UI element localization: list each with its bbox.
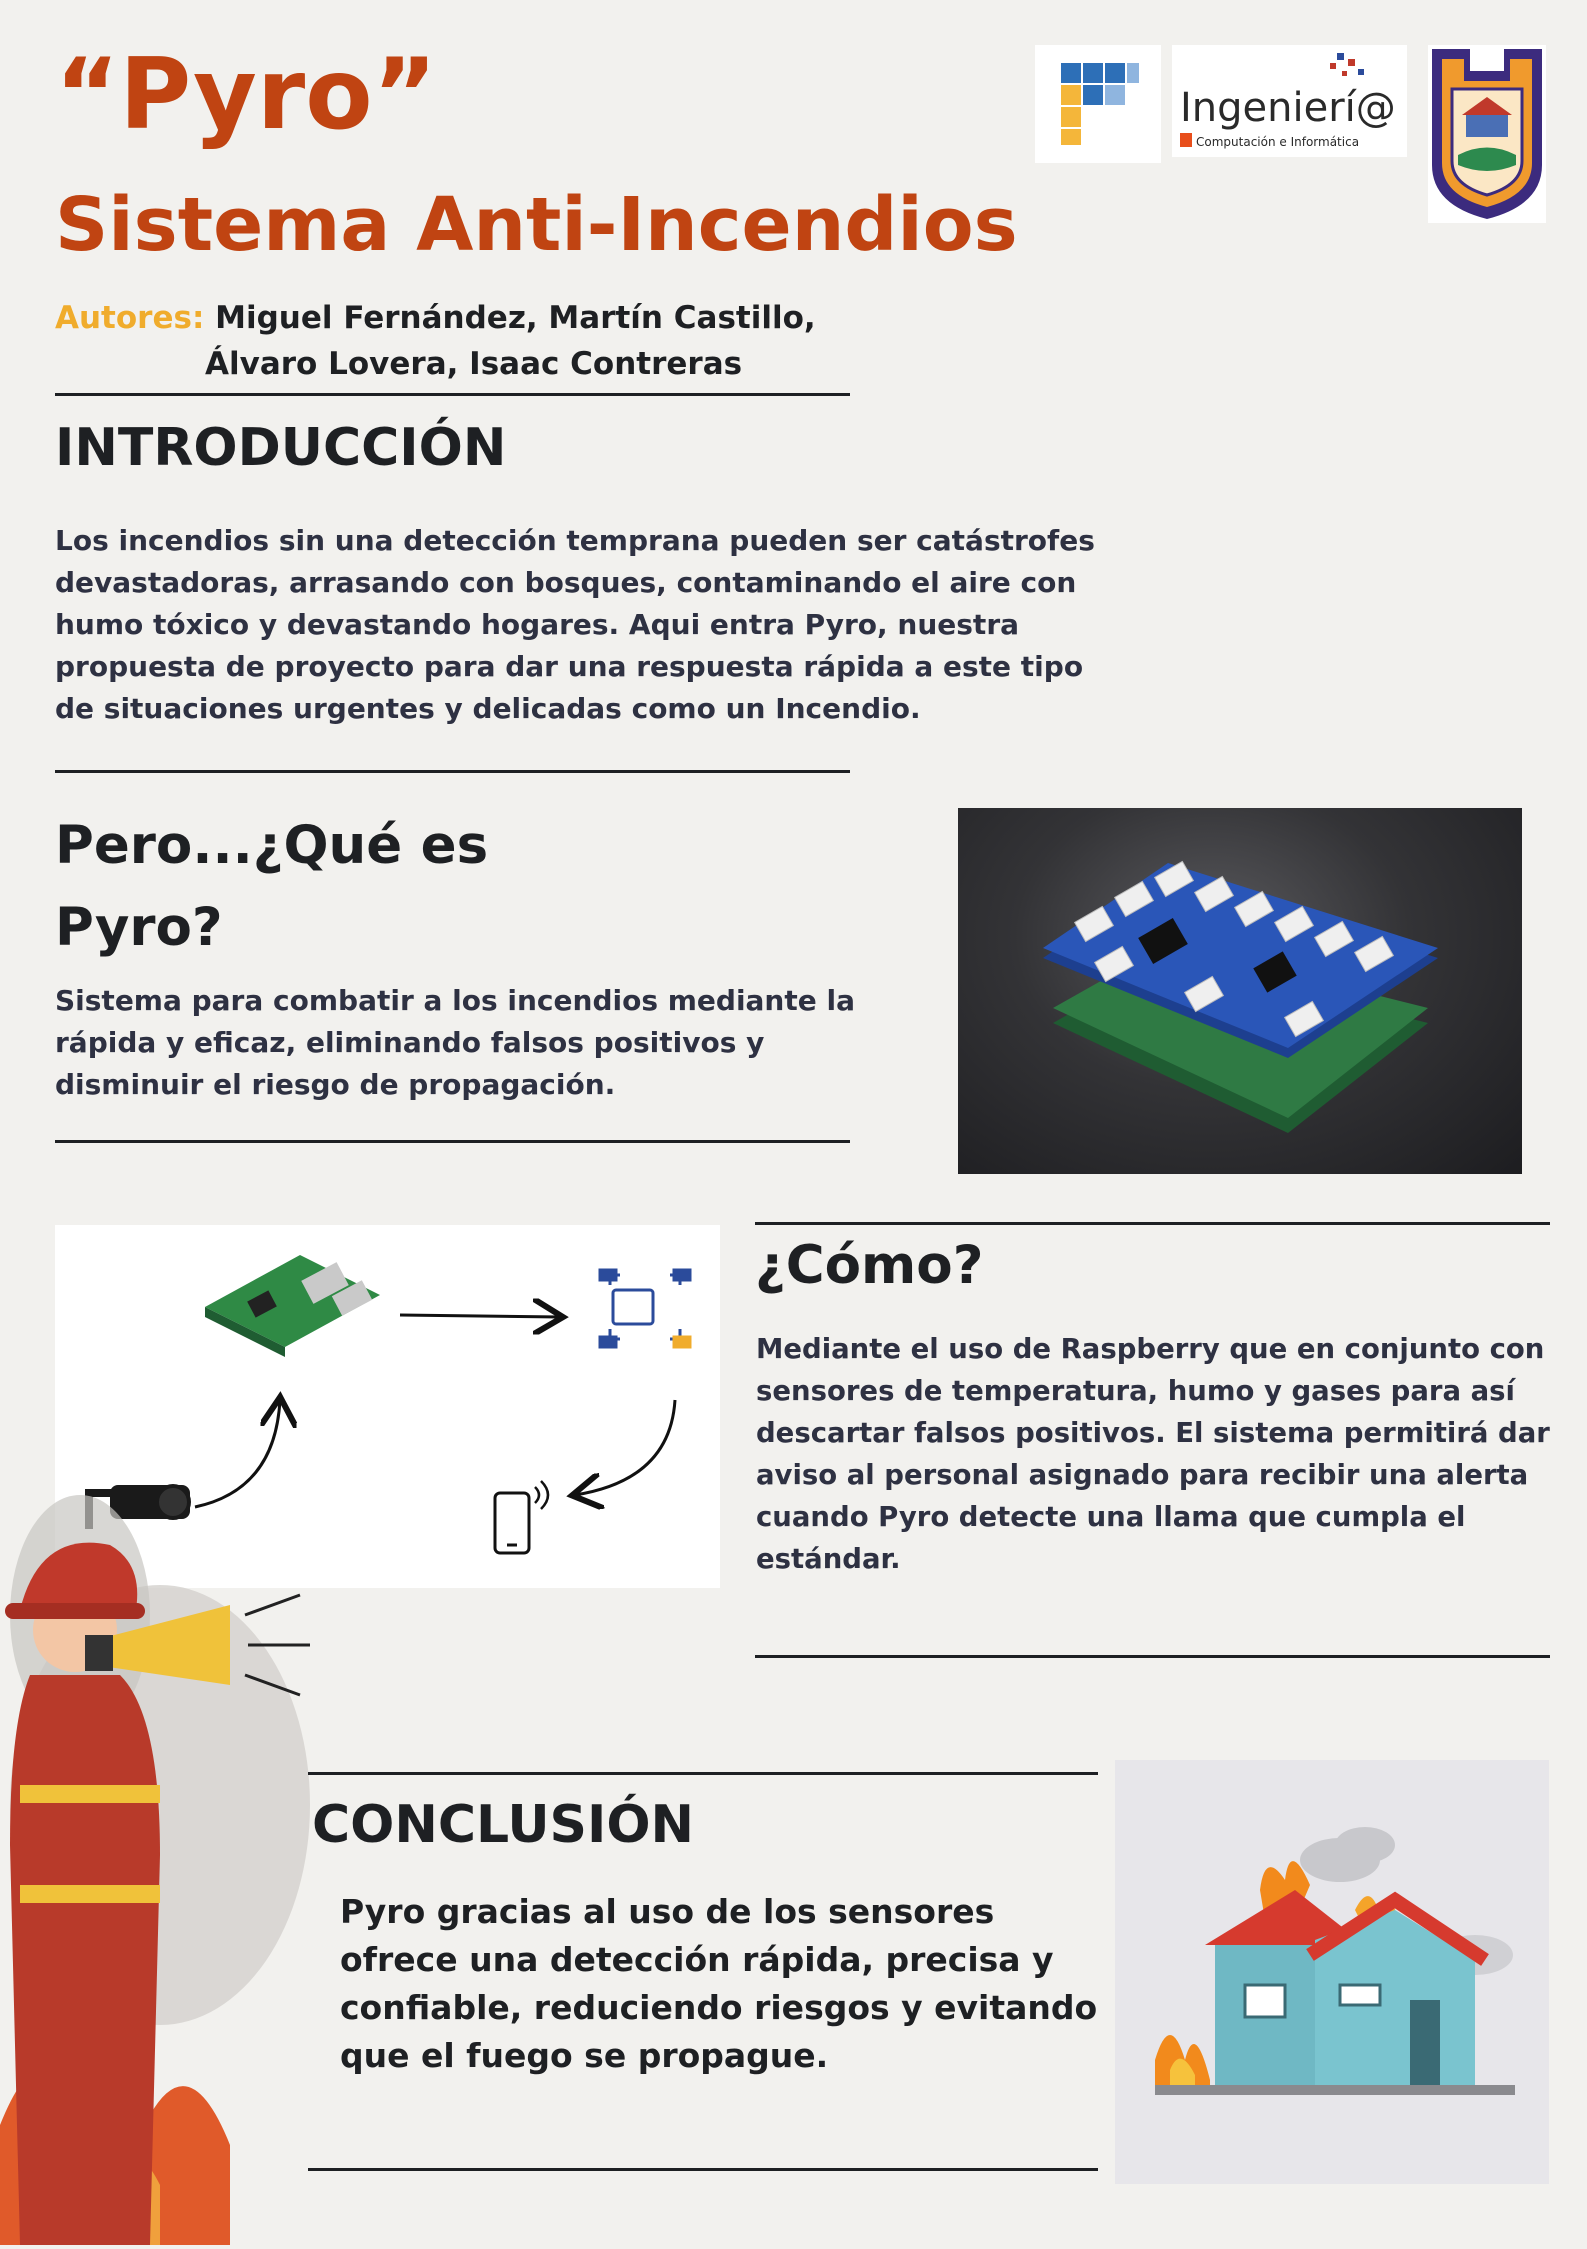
how-heading: ¿Cómo? (755, 1235, 984, 1296)
university-shield (1428, 45, 1546, 223)
authors-line-1 (55, 295, 855, 341)
divider-what (55, 1140, 850, 1143)
burning-house-image (1115, 1760, 1549, 2184)
blocks-logo-icon (1035, 45, 1161, 163)
raspberry-pi-icon (205, 1255, 380, 1357)
conclusion-heading: CONCLUSIÓN (312, 1795, 695, 1855)
network-diagram-icon (600, 1270, 690, 1347)
authors-block (55, 295, 855, 387)
smartphone-icon (495, 1481, 548, 1553)
divider-how-top (755, 1222, 1550, 1225)
intro-text: Los incendios sin una detección temprana pueden ser catástrofes devastadoras, arrasando con bosques, contaminando el aire con humo tóxico y devastando hogares. Aqui entra Pyro, nuestra propuesta de proyecto para dar una respuesta rápida a este tipo de situaciones urgentes y delicadas como un Incendio. (55, 524, 1095, 725)
how-text: Mediante el uso de Raspberry que en conjunto con sensores de temperatura, humo y gases para así descartar falsos positivos. El sistema permitirá dar aviso al personal asignado para recibir una alerta cuando Pyro detecte una llama que cumpla el estándar. (756, 1333, 1550, 1575)
poster-subtitle: Sistema Anti-Incendios (55, 182, 1018, 268)
authors-names-1: Miguel Fernández, Martín Castillo, (215, 300, 816, 336)
intro-heading: INTRODUCCIÓN (55, 418, 507, 478)
conclusion-text: Pyro gracias al uso de los sensores ofrece una detección rápida, precisa y confiable, reduciendo riesgos y evitando que el fuego se propague. (340, 1892, 1098, 2075)
divider-conclusion-top (308, 1772, 1098, 1775)
ingenieria-logo (1172, 45, 1407, 157)
burning-house-illustration (1115, 1760, 1549, 2184)
raspberry-pi-board-photo (958, 808, 1522, 1174)
firefighter-illustration (0, 1425, 320, 2245)
authors-label: Autores: (55, 300, 205, 336)
divider-intro (55, 770, 850, 773)
university-shield-icon (1428, 45, 1546, 223)
blocks-logo (1035, 45, 1161, 163)
divider-header (55, 393, 850, 396)
what-text: Sistema para combatir a los incendios mediante la rápida y eficaz, eliminando falsos positivos y disminuir el riesgo de propagación. (55, 984, 855, 1101)
authors-names-2: Álvaro Lovera, Isaac Contreras (205, 346, 743, 382)
divider-how-bottom (755, 1655, 1550, 1658)
raspberry-pi-board-icon (958, 808, 1522, 1174)
ingenieria-logo-subtext: Computación e Informática (1196, 135, 1360, 149)
divider-conclusion-bottom (308, 2168, 1098, 2171)
poster-title: “Pyro” (55, 38, 437, 152)
what-heading: Pero...¿Qué es Pyro? (55, 815, 489, 958)
ingenieria-logo-text: Ingenierí@ (1180, 85, 1396, 131)
